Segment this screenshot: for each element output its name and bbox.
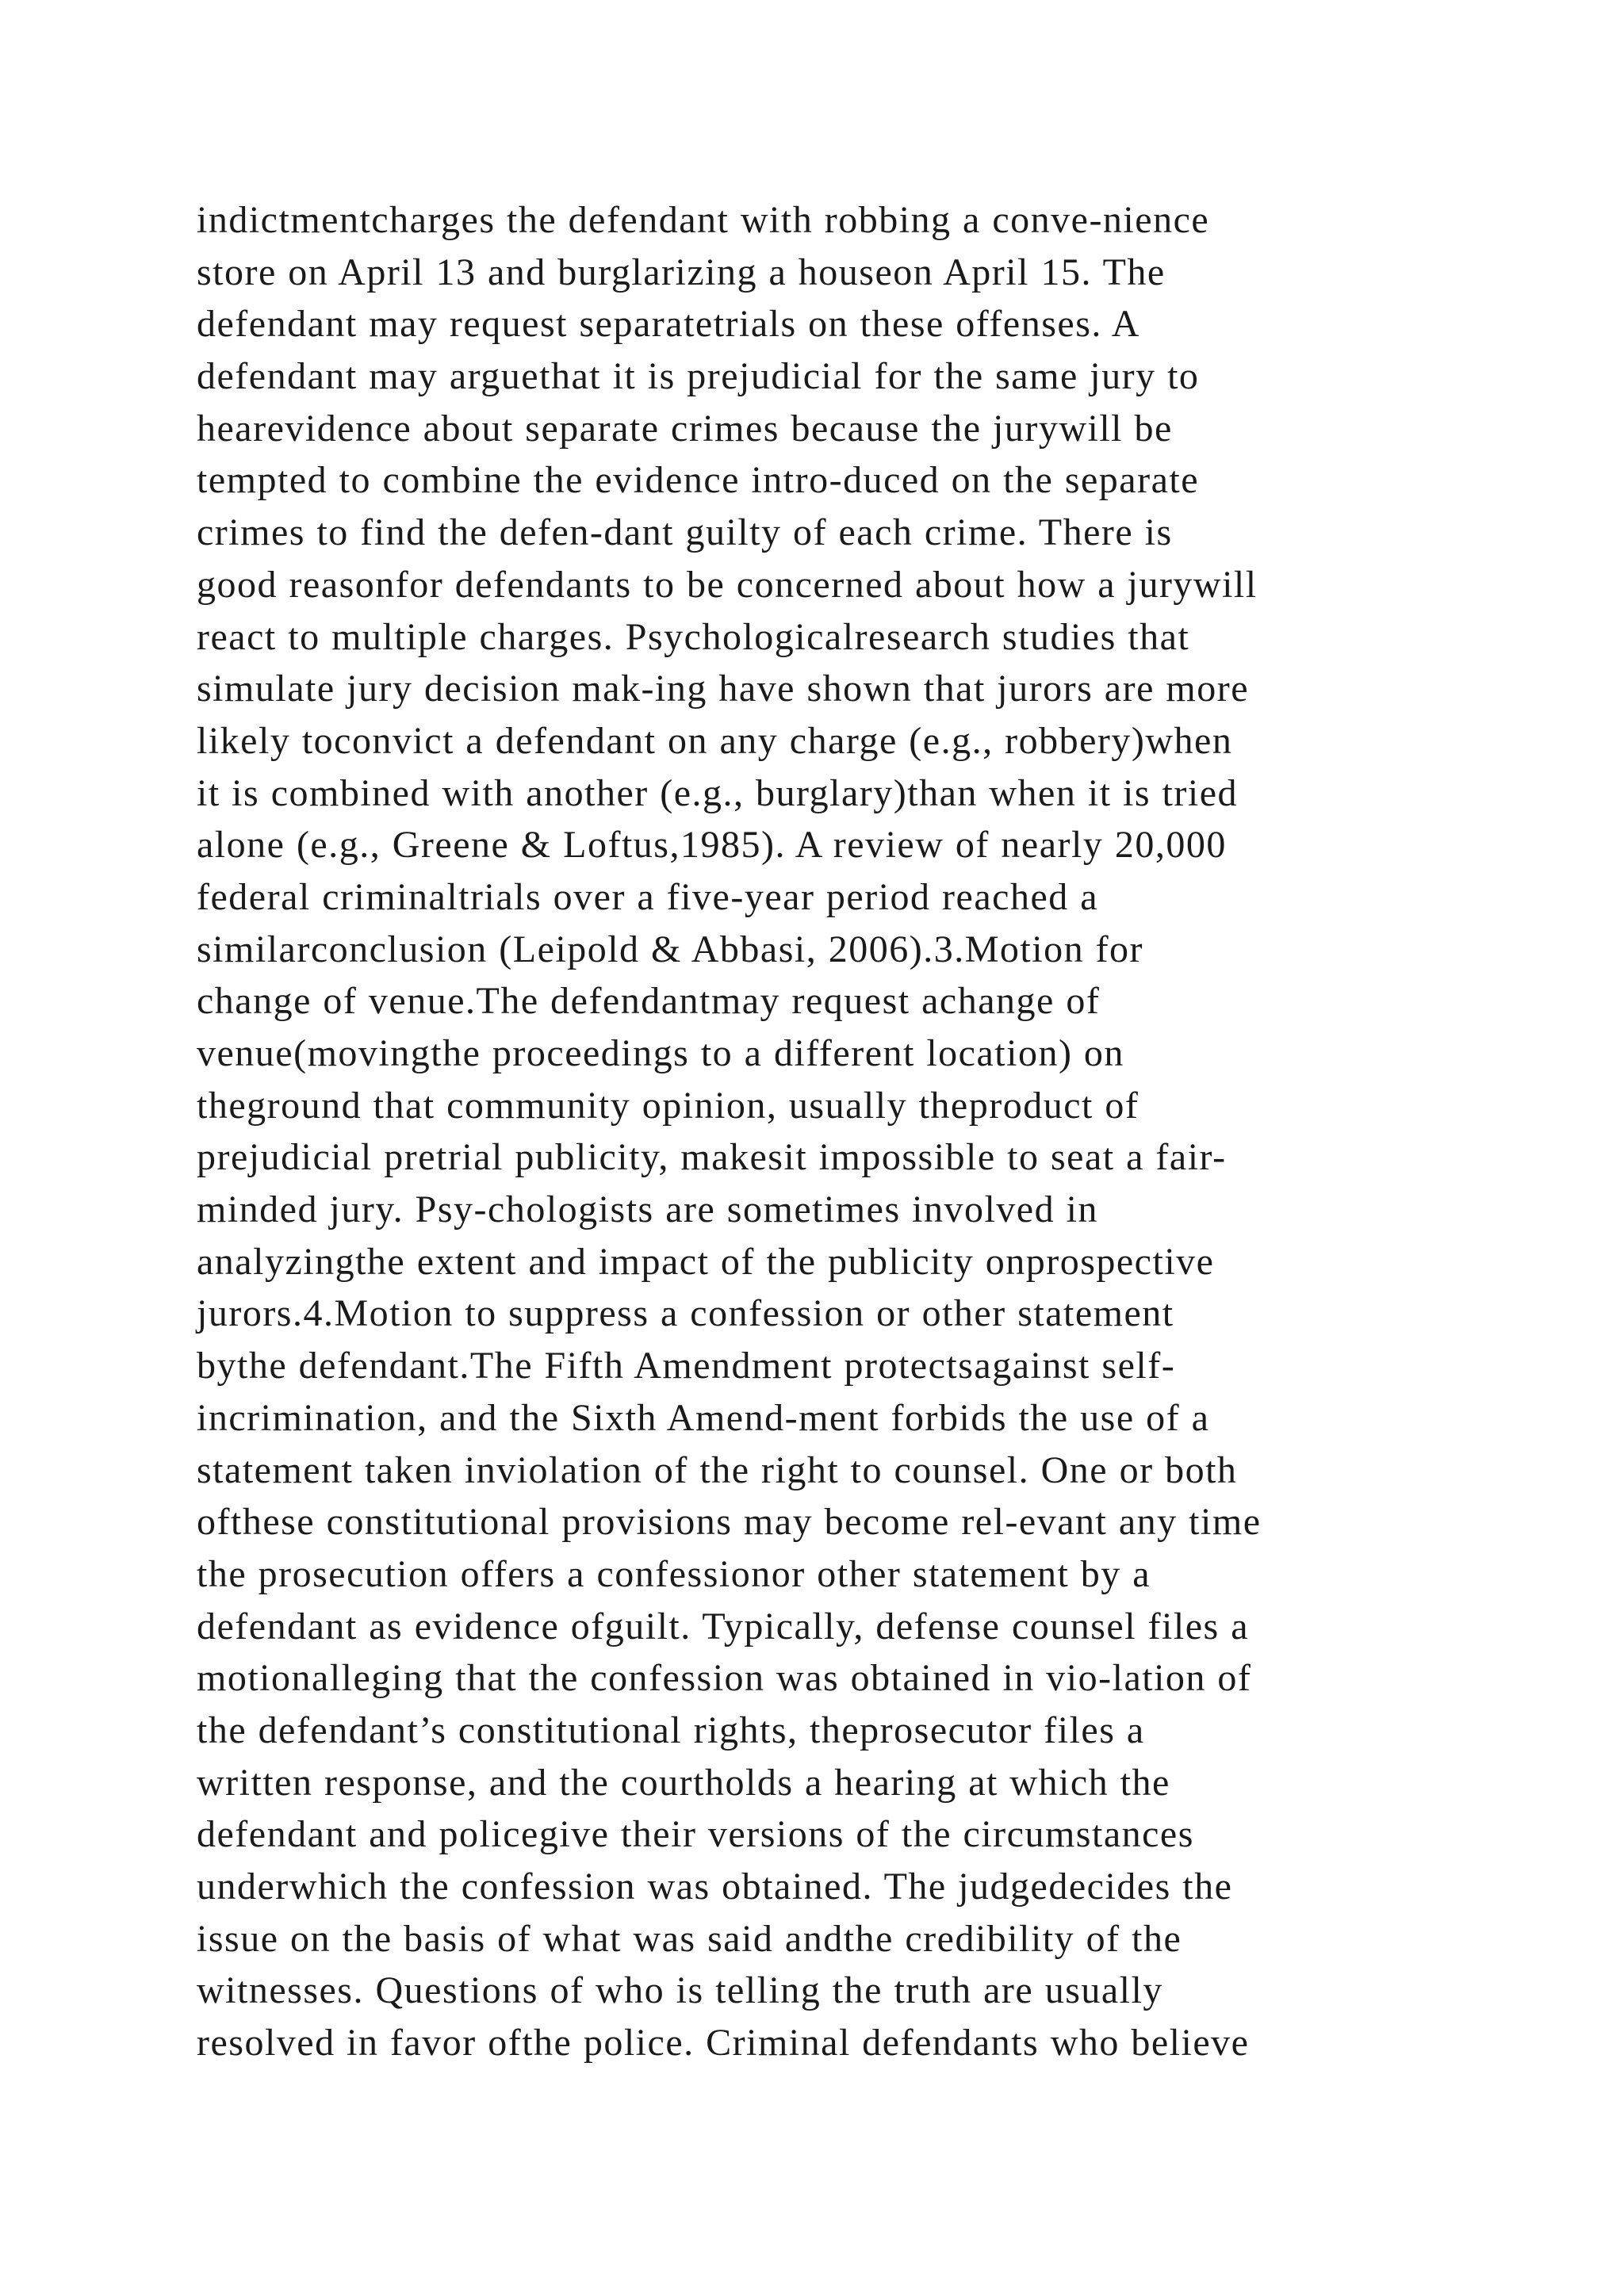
text-line: resolved in favor ofthe police. Criminal defendants who believe [197, 2022, 1250, 2064]
text-line: minded jury. Psy-chologists are sometimes involved in [197, 1188, 1098, 1231]
text-line: change of venue.The defendantmay request achange of [197, 980, 1101, 1023]
text-line: analyzingthe extent and impact of the publicity onprospective [197, 1240, 1215, 1283]
text-line: store on April 13 and burglarizing a houseon April 15. The [197, 251, 1166, 293]
text-line: it is combined with another (e.g., burglary)than when it is tried [197, 771, 1239, 814]
text-line: jurors.4.Motion to suppress a confession or other statement [197, 1292, 1174, 1335]
text-line: bythe defendant.The Fifth Amendment protectsagainst self- [197, 1345, 1176, 1387]
text-line: underwhich the confession was obtained. The judgedecides the [197, 1866, 1233, 1908]
text-line: incrimination, and the Sixth Amend-ment forbids the use of a [197, 1396, 1210, 1439]
text-line: similarconclusion (Leipold & Abbasi, 2006).3.Motion for [197, 928, 1144, 970]
text-line: defendant and policegive their versions of the circumstances [197, 1813, 1194, 1856]
text-line: defendant may request separatetrials on these offenses. A [197, 303, 1140, 346]
text-line: defendant as evidence ofguilt. Typically, defense counsel files a [197, 1605, 1250, 1647]
text-line: witnesses. Questions of who is telling the truth are usually [197, 1969, 1163, 2012]
text-line: the defendant’s constitutional rights, theprosecutor files a [197, 1709, 1145, 1751]
text-line: react to multiple charges. Psychologicalresearch studies that [197, 615, 1190, 658]
text-line: the prosecution offers a confessionor other statement by a [197, 1552, 1151, 1595]
text-line: ofthese constitutional provisions may become rel-evant any time [197, 1501, 1262, 1544]
text-line: alone (e.g., Greene & Loftus,1985). A review of nearly 20,000 [197, 824, 1227, 867]
text-line: motionalleging that the confession was obtained in vio-lation of [197, 1657, 1252, 1700]
text-line: theground that community opinion, usually theproduct of [197, 1084, 1139, 1127]
text-line: indictmentcharges the defendant with robbing a conve-nience [197, 199, 1210, 241]
text-line: tempted to combine the evidence intro-duced on the separate [197, 459, 1200, 502]
text-line: hearevidence about separate crimes because the jurywill be [197, 407, 1173, 450]
text-line: venue(movingthe proceedings to a different location) on [197, 1032, 1124, 1074]
body-text [197, 194, 1513, 2069]
text-line: written response, and the courtholds a hearing at which the [197, 1761, 1170, 1804]
text-line: crimes to find the defen-dant guilty of each crime. There is [197, 511, 1173, 554]
text-line: issue on the basis of what was said andthe credibility of the [197, 1917, 1182, 1960]
text-line: defendant may arguethat it is prejudicial for the same jury to [197, 355, 1200, 398]
text-line: likely toconvict a defendant on any charge (e.g., robbery)when [197, 719, 1233, 762]
text-line: federal criminaltrials over a five-year period reached a [197, 875, 1099, 918]
text-line: good reasonfor defendants to be concerned about how a jurywill [197, 563, 1258, 606]
text-line: simulate jury decision mak-ing have shown that jurors are more [197, 668, 1250, 710]
text-line: prejudicial pretrial publicity, makesit impossible to seat a fair- [197, 1136, 1227, 1179]
text-line: statement taken inviolation of the right to counsel. One or both [197, 1448, 1238, 1491]
